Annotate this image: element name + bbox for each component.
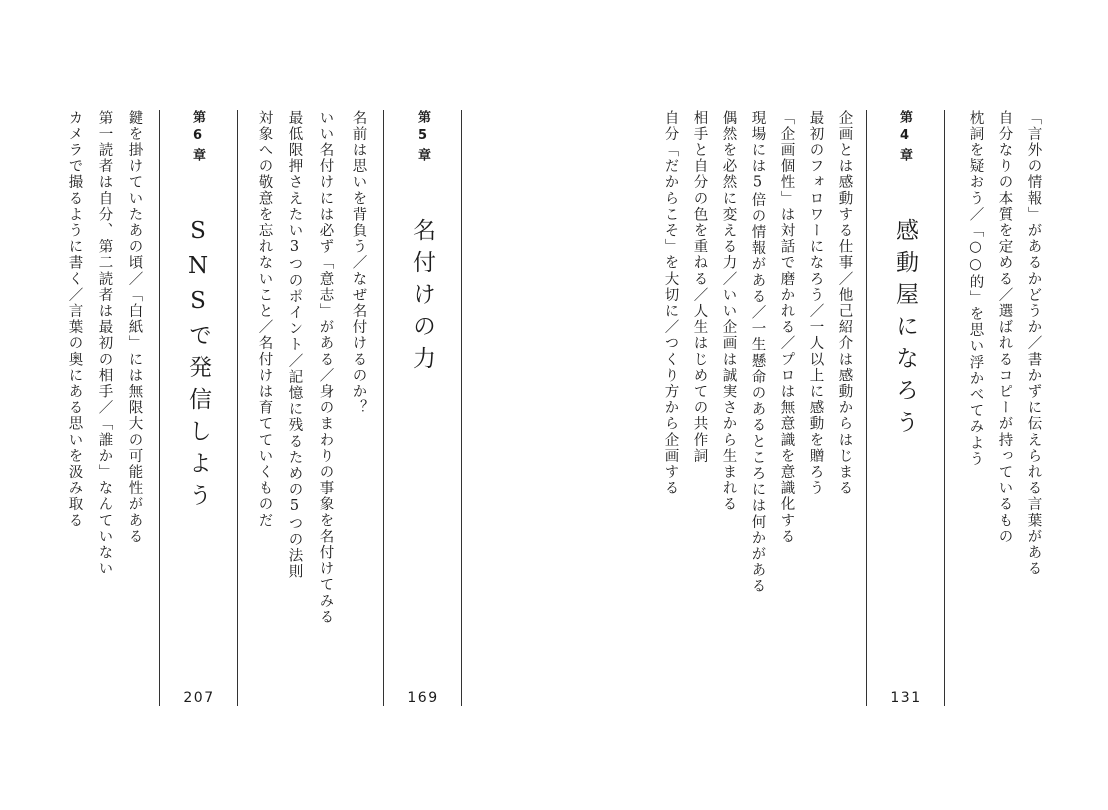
toc-line: 自分「だからこそ」を大切に／つくり方から企画する — [662, 110, 679, 497]
toc-line: カメラで撮るように書く／言葉の奥にある思いを汲み取る — [66, 110, 83, 529]
toc-line: 名前は思いを背負う／なぜ名付けるのか？ — [350, 110, 367, 416]
chapter-divider — [237, 110, 238, 706]
toc-line: 「言外の情報」があるかどうか／書かずに伝えられる言葉がある — [1025, 110, 1042, 577]
chapter-6-title: SNSで発信しよう — [185, 218, 211, 515]
toc-line: 最低限押さえたい3つのポイント／記憶に残るための5つの法則 — [286, 110, 303, 580]
chapter-divider — [383, 110, 384, 706]
chapter-divider — [866, 110, 867, 706]
toc-line: いい名付けには必ず「意志」がある／身のまわりの事象を名付けてみる — [317, 110, 334, 626]
chapter-5-label: 第5章 — [415, 110, 430, 166]
chapter-divider — [944, 110, 945, 706]
chapter-4-page-number: 131 — [890, 690, 922, 706]
chapter-6-page-number: 207 — [183, 690, 215, 706]
toc-line: 対象への敬意を忘れないこと／名付けは育てていくものだ — [256, 110, 273, 529]
chapter-4-title: 感動屋になろう — [892, 218, 918, 442]
chapter-4-label: 第4章 — [897, 110, 912, 166]
toc-line: 企画とは感動する仕事／他己紹介は感動からはじまる — [836, 110, 853, 497]
chapter-divider — [159, 110, 160, 706]
chapter-6-label: 第6章 — [190, 110, 205, 166]
toc-line: 第一読者は自分、第二読者は最初の相手／「誰か」なんていない — [96, 110, 113, 577]
toc-line: 自分なりの本質を定める／選ばれるコピーが持っているもの — [996, 110, 1013, 545]
chapter-divider — [461, 110, 462, 706]
toc-line: 相手と自分の色を重ねる／人生はじめての共作詞 — [691, 110, 708, 465]
toc-line: 偶然を必然に変える力／いい企画は誠実さから生まれる — [720, 110, 737, 513]
toc-line: 枕詞を疑おう／「○○的」を思い浮かべてみよう — [967, 110, 984, 468]
toc-line: 「企画個性」は対話で磨かれる／プロは無意識を意識化する — [778, 110, 795, 545]
toc-line: 現場には5倍の情報がある／一生懸命のあるところには何かがある — [749, 110, 766, 595]
toc-line: 鍵を掛けていたあの頃／「白紙」には無限大の可能性がある — [126, 110, 143, 545]
chapter-5-page-number: 169 — [407, 690, 439, 706]
chapter-5-title: 名付けの力 — [409, 218, 435, 378]
toc-line: 最初のフォロワーになろう／一人以上に感動を贈ろう — [807, 110, 824, 497]
